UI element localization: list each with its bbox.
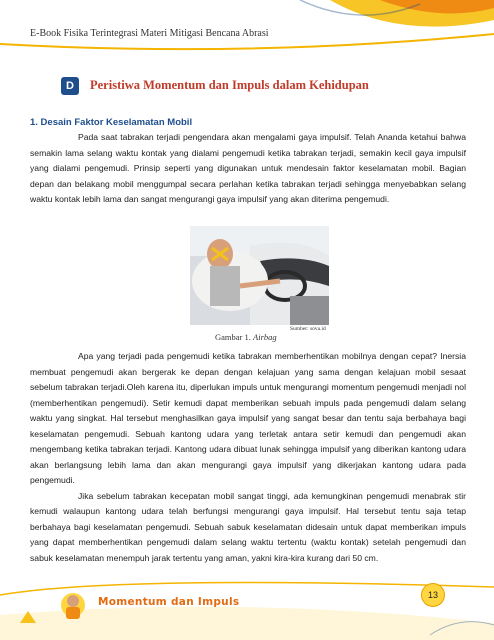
page-number: 13	[421, 583, 445, 607]
footer-decoration	[0, 575, 494, 640]
paragraph: Pada saat tabrakan terjadi pengendara akan mengalami gaya impulsif. Telah Ananda ketahui bahwa semakin lama selang waktu kontak yang dialami pengemudi ketika tabrakan terjadi, semakin kecil gaya impulsif yang dialami pengemudi. Prinsip seperti yang digunakan untuk mendesain faktor keselamatan mobil. Bagian depan dan belakang mobil menggumpal secara perlahan ketika tabrakan terjadi sehingga menyebabkan selang waktu kontak lebih lama dan sangat mengurangi gaya impulsif yang akan diterima pengemudi.	[30, 132, 466, 204]
figure-caption-italic: Airbag	[253, 332, 277, 342]
paragraph: Apa yang terjadi pada pengemudi ketika tabrakan memberhentikan mobilnya dengan cepat? Inersia membuat pengemudi akan bergerak ke depan dengan kelajuan yang sama dengan kelajuan mobil sesaat sebelum tabrakan terjadi.Oleh karena itu, diperlukan impuls untuk mengurangi momentum pengemudi menjadi nol (memberhentikan pengemudi). Setir kemudi dapat memberikan sebuah impuls pada pengemudi dalam selang waktu yang singkat. Hal tersebut menghasilkan gaya impulsif yang sangat besar dan tentu saja berbahaya bagi keselamatan pengemudi. Sebuah kantong udara yang terletak antara setir kemudi dan pengemudi akan mengembang ketika tabrakan terjadi. Kantong udara dibuat lunak sehingga impulsif yang diberikan kantong udara akan berlangsung lebih lama dan akan mengurangi gaya impulsif yang dikerjakan kantong udara pada pengemudi.	[30, 351, 466, 485]
header-decoration	[0, 0, 494, 52]
paragraph-block-bottom	[30, 349, 466, 566]
paragraph: Jika sebelum tabrakan kecepatan mobil sangat tinggi, ada kemungkinan pengemudi menabrak stir kemudi walaupun kantong udara telah berfungsi mengurangi gaya impulsif. Hal tersebut tentu saja tetap berbahaya bagi keselamatan pengemudi. Sebuah sabuk keselamatan didesain untuk dapat memberikan impuls yang dapat memberhentikan pengemudi dalam selang waktu tertentu (waktu kontak) setelah pengemudi dan sabuk keselamatan menempuh jarak tertentu yang aman, yakni kira-kira kurang dari 50 cm.	[30, 490, 466, 563]
paragraph-block-top	[30, 130, 466, 208]
section-badge: D	[61, 77, 79, 95]
section-title: Peristiwa Momentum dan Impuls dalam Kehidupan	[90, 78, 369, 92]
figure-caption-prefix: Gambar 1.	[215, 332, 251, 342]
footer-label: Momentum dan Impuls	[98, 596, 240, 608]
figure-caption	[215, 332, 277, 342]
subsection-title: 1. Desain Faktor Keselamatan Mobil	[30, 117, 193, 128]
figure-source: Sumber: sova.id	[290, 326, 326, 332]
airbag-photo	[190, 226, 329, 325]
ebook-title: E-Book Fisika Terintegrasi Materi Mitigasi Bencana Abrasi	[30, 28, 269, 39]
